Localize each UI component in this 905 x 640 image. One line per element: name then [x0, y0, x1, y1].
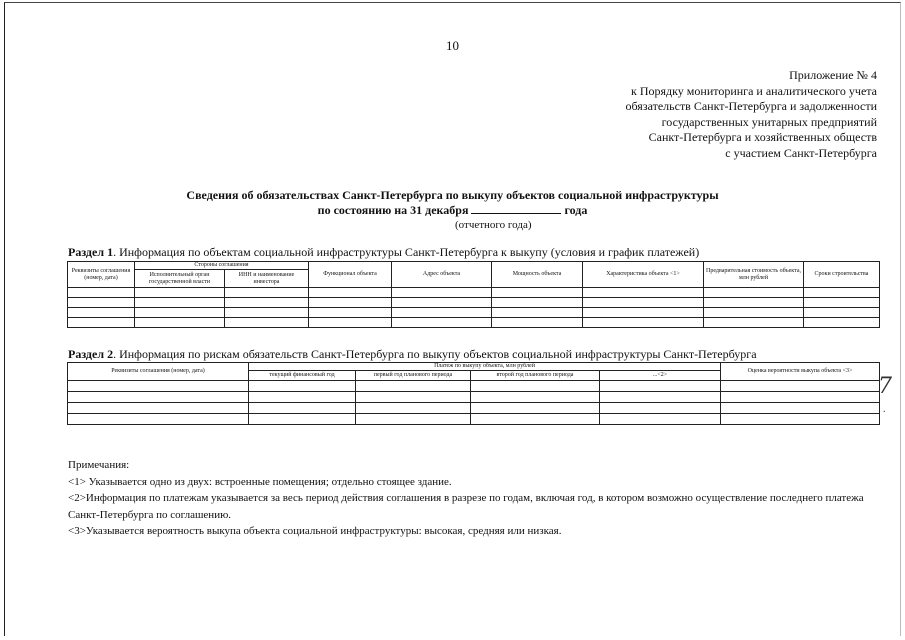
col-capacity: Мощность объекта: [492, 262, 583, 288]
note-item: <2>Информация по платежам указывается за весь период действия соглашения в разрезе по годам, включая год, в котором возможно осуществление последнего платежа Санкт-Петербурга по соглашению.: [68, 492, 864, 521]
table-row: [68, 381, 880, 392]
col-characteristics: Характеристика объекта <1>: [583, 262, 704, 288]
section-1-table: [67, 261, 880, 328]
col-terms: Сроки строительства: [804, 262, 880, 288]
section-1-heading: [68, 245, 699, 260]
note-item: <1> Указывается одно из двух: встроенные помещения; отдельно стоящее здание.: [68, 475, 452, 488]
table-row: [68, 308, 880, 318]
col-requisites: Реквизиты соглашения (номер, дата): [68, 363, 249, 381]
appendix-line: Приложение № 4: [789, 68, 877, 82]
section-2-title: . Информация по рискам обязательств Санкт-Петербурга по выкупу объектов социальной инфраструктуры Санкт-Петербурга: [113, 347, 757, 361]
note-item: <3>Указывается вероятность выкупа объекта социальной инфраструктуры: высокая, средняя или низкая.: [68, 525, 562, 537]
col-payment: Платеж по выкупу объекта, млн рублей: [249, 363, 721, 371]
col-function: Функционал объекта: [309, 262, 392, 288]
col-requisites: Реквизиты соглашения (номер, дата): [68, 262, 135, 288]
col-probability: Оценка вероятности выкупа объекта <3>: [721, 363, 880, 381]
appendix-line: с участием Санкт-Петербурга: [725, 145, 877, 160]
appendix-line: к Порядку мониторинга и аналитического учета: [631, 83, 877, 98]
col-inn: ИНН и наименование инвестора: [225, 270, 309, 288]
appendix-line: обязательств Санкт-Петербурга и задолженности: [625, 99, 877, 113]
col-executive: Исполнительный орган государственной власти: [135, 270, 225, 288]
margin-dot: .: [883, 404, 886, 415]
title-date-prefix: по состоянию на 31 декабря: [317, 203, 469, 217]
section-1-label: Раздел 1: [68, 245, 114, 259]
section-1-title: . Информация по объектам социальной инфраструктуры Санкт-Петербурга к выкупу (условия и график платежей): [113, 245, 700, 259]
table-row: [68, 298, 880, 308]
section-2-heading: [68, 347, 757, 362]
col-more: ...<2>: [600, 371, 721, 381]
col-first-year: первый год планового периода: [356, 371, 471, 381]
col-cost: Предварительная стоимость объекта, млн рублей: [704, 262, 804, 288]
table-row: [68, 403, 880, 414]
title-line-2: [0, 202, 905, 217]
appendix-line: Санкт-Петербурга и хозяйственных обществ: [648, 130, 877, 144]
table-row: [68, 392, 880, 403]
col-address: Адрес объекта: [392, 262, 492, 288]
col-current-year: текущий финансовый год: [249, 371, 356, 381]
col-parties: Стороны соглашения: [135, 262, 309, 270]
document-title: [0, 188, 905, 217]
year-blank-field: [471, 202, 561, 214]
section-2-table: [67, 362, 880, 425]
table-header-row: [68, 363, 880, 371]
section-2-label: Раздел 2: [68, 347, 114, 361]
handwritten-margin-mark: 7: [878, 374, 892, 399]
col-second-year: второй год планового периода: [471, 371, 600, 381]
appendix-line: государственных унитарных предприятий: [661, 114, 877, 129]
title-line-1: Сведения об обязательствах Санкт-Петербурга по выкупу объектов социальной инфраструктуры: [186, 188, 719, 202]
table-row: [68, 318, 880, 328]
table-row: [68, 414, 880, 425]
page-number: 10: [446, 38, 459, 53]
table-row: [68, 288, 880, 298]
notes-heading: Примечания:: [68, 459, 130, 471]
appendix-block: [537, 68, 877, 161]
notes-block: [68, 457, 883, 540]
title-date-suffix: года: [564, 203, 588, 217]
title-subtitle: (отчетного года): [455, 219, 532, 231]
table-header-row: [68, 262, 880, 270]
